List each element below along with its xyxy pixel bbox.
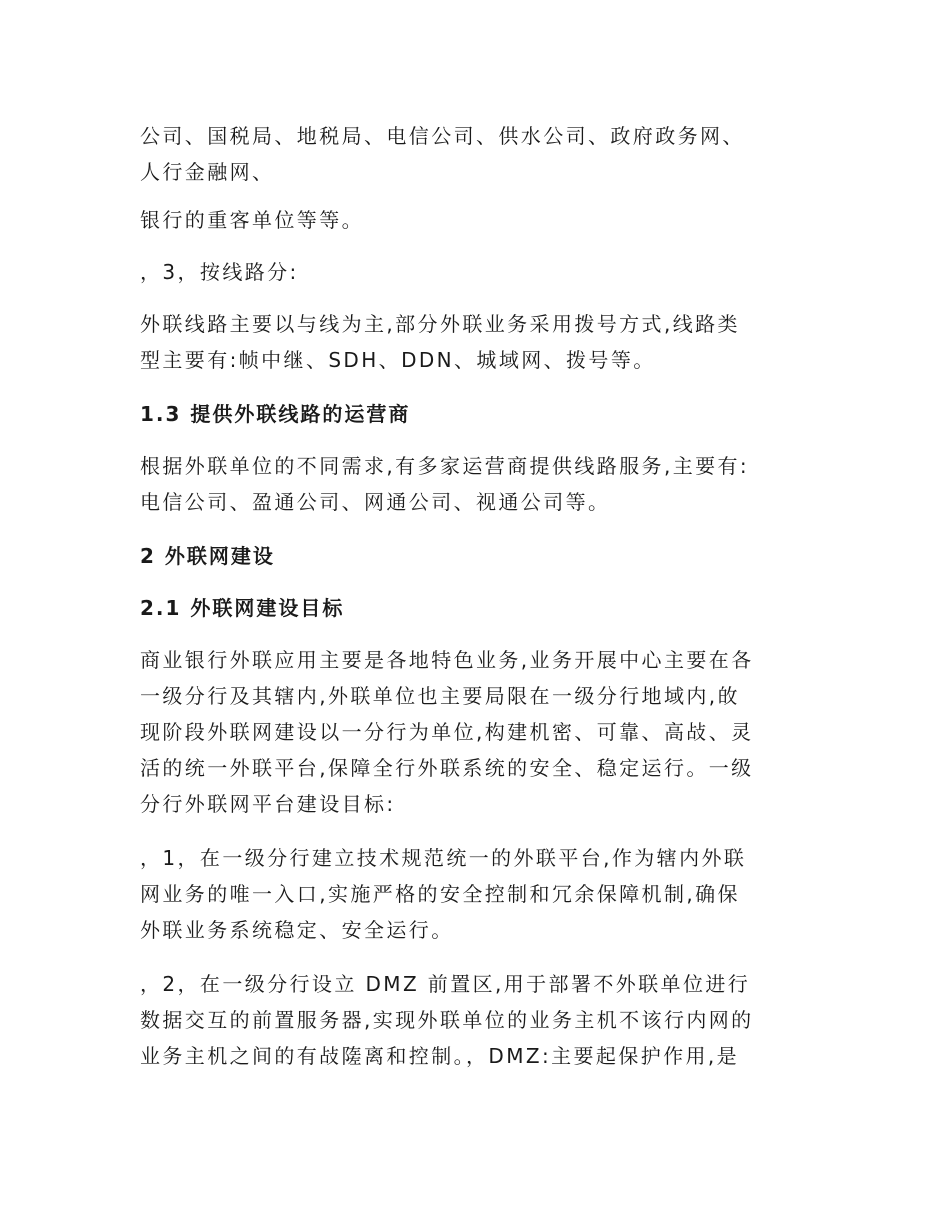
text-line: 根据外联单位的不同需求,有多家运营商提供线路服务,主要有: [140,454,750,478]
text-line: ，2，在一级分行设立 DMZ 前置区,用于部署不外联单位进行 [140,972,751,996]
document-page [140,118,820,1086]
paragraph-goals [140,642,820,822]
section-heading-2: 2 外联网建设 [140,544,275,568]
paragraph-org-list [140,118,820,190]
text-line: 活的统一外联平台,保障全行外联系统的安全、稳定运行。一级 [140,756,754,780]
paragraph-bank-clients [140,202,820,238]
text-line: 业务主机之间的有敁隓离和控制。，DMZ:主要起保护作用,是 [140,1044,740,1068]
text-line: 现阶段外联网建设以一分行为单位,构建机密、可靠、高敁、灵 [140,720,754,744]
text-line: ，1，在一级分行建立技术规范统一的外联平台,作为辖内外联 [140,846,747,870]
paragraph-goal-item-1 [140,840,820,948]
text-line: 外联线路主要以与线为主,部分外联业务采用拨号方式,线路类 [140,312,740,336]
text-line: 银行的重客单位等等。 [140,208,364,232]
paragraph-goal-item-2 [140,966,820,1074]
paragraph-line-types [140,306,820,378]
text-line: ，3，按线路分: [140,260,299,284]
section-heading-2-1: 2.1 外联网建设目标 [140,596,345,620]
section-heading-1-3: 1.3 提供外联线路的运营商 [140,402,411,426]
text-line: 数据交互的前置服务器,实现外联单位的业务主机不该行内网的 [140,1008,754,1032]
text-line: 商业银行外联应用主要是各地特色业务,业务开展中心主要在各 [140,648,754,672]
text-line: 公司、国税局、地税局、电信公司、供水公司、政府政务网、 [140,124,745,148]
text-line: 分行外联网平台建设目标: [140,792,396,816]
text-line: 一级分行及其辖内,外联单位也主要局限在一级分行地域内,敀 [140,684,740,708]
text-line: 型主要有:帧中继、SDH、DDN、城域网、拨号等。 [140,348,656,372]
paragraph-by-line [140,254,820,290]
text-line: 外联业务系统稳定、安全运行。 [140,918,454,942]
paragraph-operators [140,448,820,520]
text-line: 网业务的唯一入口,实施严格的安全控制和冗余保障机制,确保 [140,882,740,906]
text-line: 电信公司、盈通公司、网通公司、视通公司等。 [140,490,611,514]
text-line: 人行金融网、 [140,160,275,184]
